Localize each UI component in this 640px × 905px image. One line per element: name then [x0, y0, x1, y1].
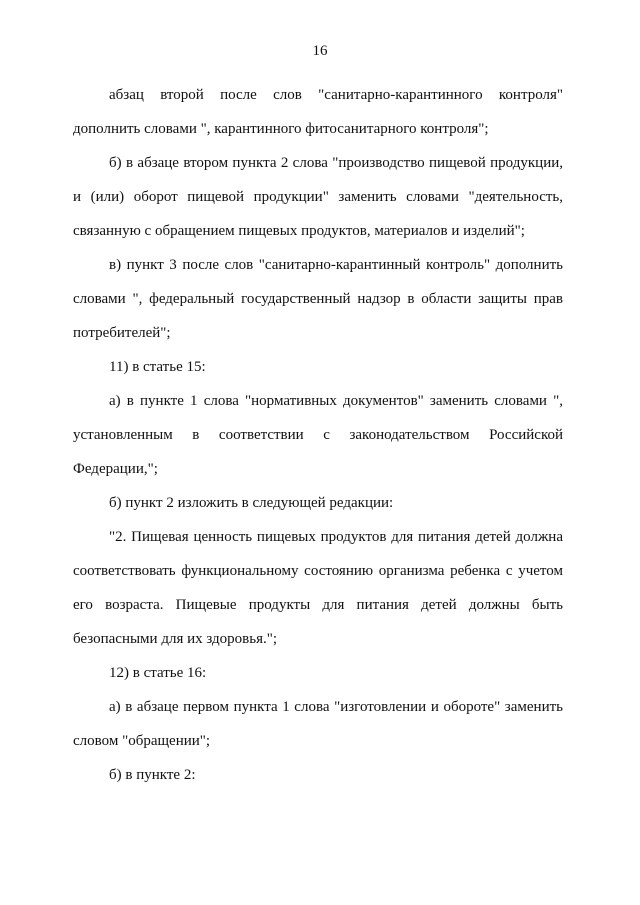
- paragraph: "2. Пищевая ценность пищевых продуктов для питания детей должна соответствовать функциональному состоянию организма ребенка с учетом его возраста. Пищевые продукты для питания детей должны быть безопасными для их здоровья.";: [73, 529, 563, 647]
- paragraph: а) в пункте 1 слова "нормативных документов" заменить словами ", установленным в соответствии с законодательством Российской Федерации,";: [73, 393, 563, 477]
- paragraph: б) пункт 2 изложить в следующей редакции:: [109, 495, 394, 511]
- paragraph: в) пункт 3 после слов "санитарно-карантинный контроль" дополнить словами ", федеральный государственный надзор в области защиты прав потребителей";: [73, 257, 563, 341]
- page-number: 16: [312, 43, 328, 59]
- paragraph: б) в пункте 2:: [109, 767, 196, 783]
- document-body: [73, 78, 563, 792]
- paragraph: абзац второй после слов "санитарно-карантинного контроля" дополнить словами ", карантинного фитосанитарного контроля";: [73, 87, 563, 137]
- paragraph: 11) в статье 15:: [109, 359, 206, 375]
- paragraph: б) в абзаце втором пункта 2 слова "производство пищевой продукции, и (или) оборот пищевой продукции" заменить словами "деятельность, связанную с обращением пищевых продуктов, материалов и изделий";: [73, 155, 563, 239]
- paragraph: 12) в статье 16:: [109, 665, 207, 681]
- paragraph: а) в абзаце первом пункта 1 слова "изготовлении и обороте" заменить словом "обращении";: [73, 699, 563, 749]
